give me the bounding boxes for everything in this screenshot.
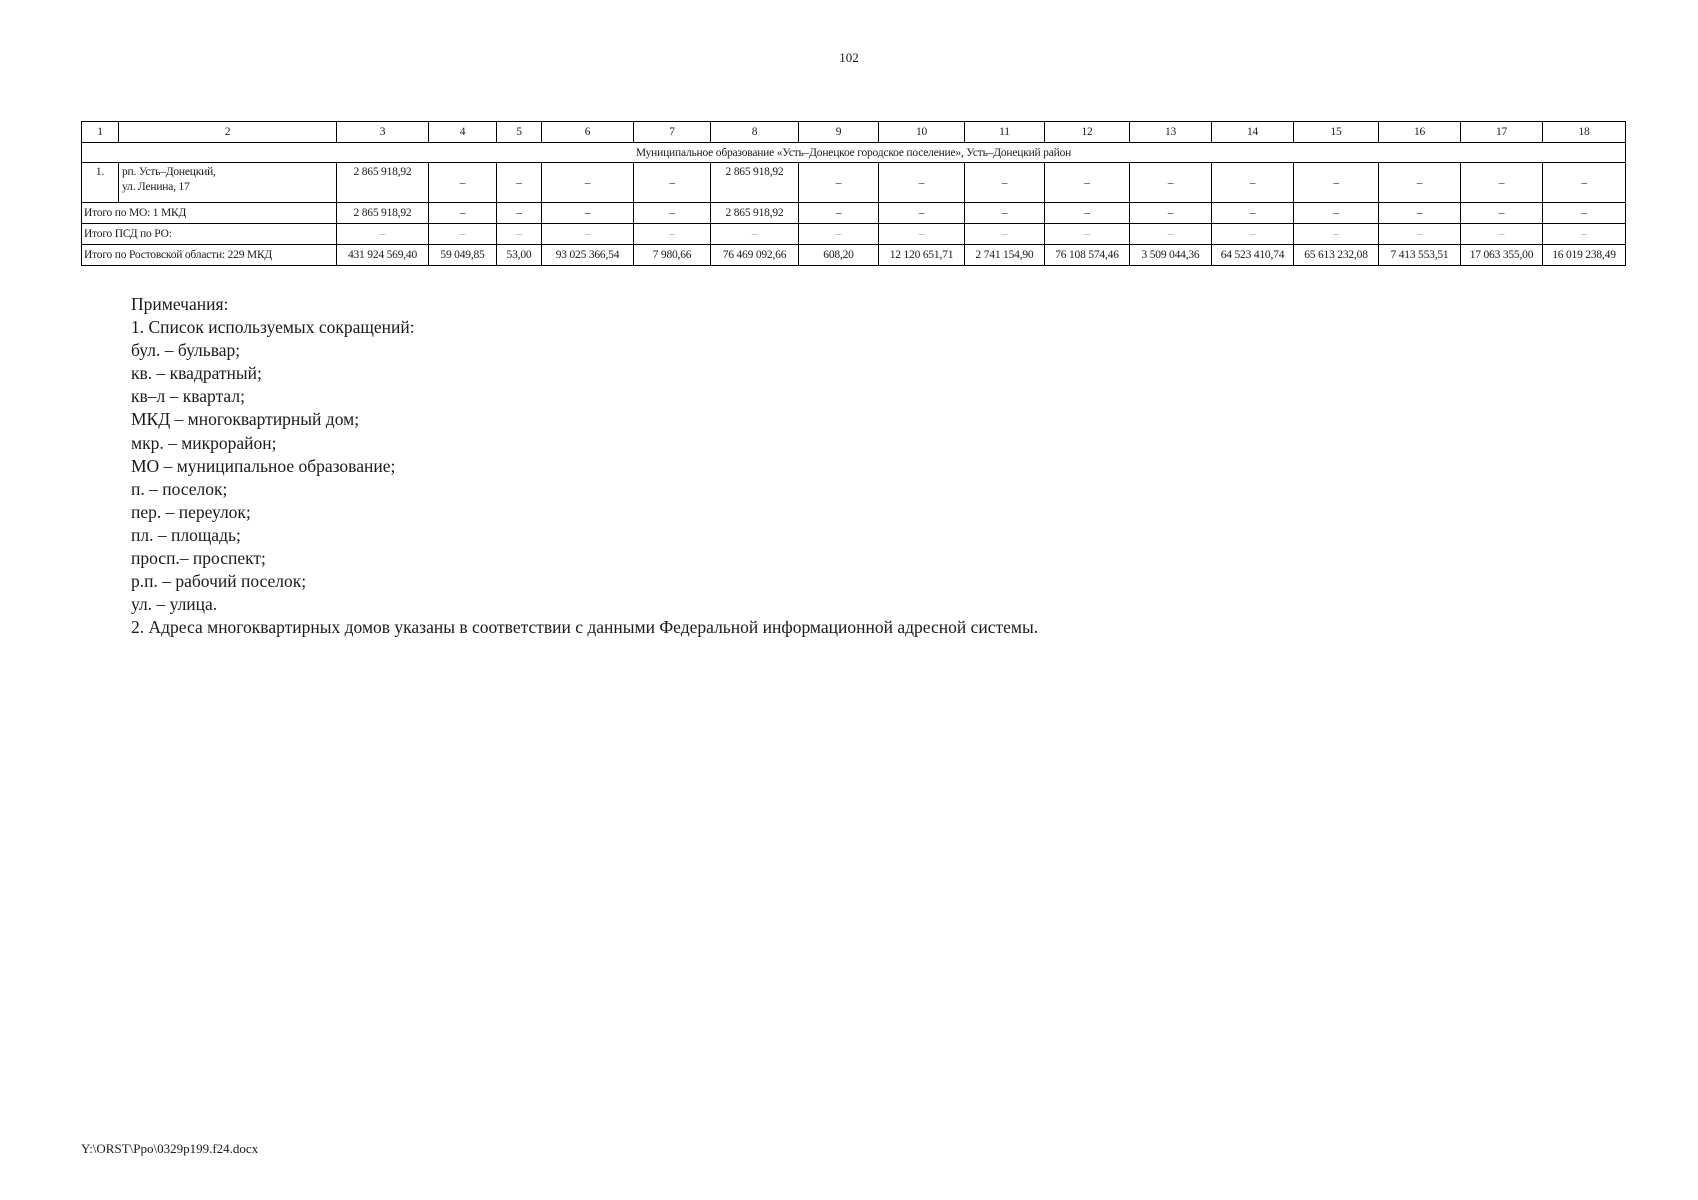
value-cell: – <box>1379 224 1461 245</box>
column-number: 17 <box>1461 122 1543 143</box>
column-number: 10 <box>879 122 965 143</box>
column-number: 11 <box>965 122 1045 143</box>
total-region-row <box>82 245 1626 266</box>
value-cell: 76 108 574,46 <box>1045 245 1130 266</box>
value-cell: 17 063 355,00 <box>1461 245 1543 266</box>
value-cell: 59 049,85 <box>429 245 497 266</box>
value-cell: – <box>1294 203 1379 224</box>
note-line: ул. – улица. <box>131 594 218 615</box>
column-number: 5 <box>497 122 542 143</box>
value-cell: 7 413 553,51 <box>1379 245 1461 266</box>
value-cell: 76 469 092,66 <box>711 245 799 266</box>
value-cell: – <box>1379 163 1461 203</box>
mo-header: Муниципальное образование «Усть–Донецкое городское поселение», Усть–Донецкий район <box>82 143 1626 163</box>
value-cell: 65 613 232,08 <box>1294 245 1379 266</box>
value-cell: – <box>879 163 965 203</box>
value-cell: – <box>965 203 1045 224</box>
note-line: кв–л – квартал; <box>131 386 245 407</box>
column-number: 13 <box>1130 122 1212 143</box>
column-number: 9 <box>799 122 879 143</box>
value-cell: – <box>879 224 965 245</box>
notes-title: Примечания: <box>131 294 229 314</box>
value-cell: – <box>1294 224 1379 245</box>
value-cell: 3 509 044,36 <box>1130 245 1212 266</box>
value-cell: – <box>1045 203 1130 224</box>
note-line: просп.– проспект; <box>131 548 266 569</box>
value-cell: 608,20 <box>799 245 879 266</box>
value-cell: – <box>965 224 1045 245</box>
column-number: 8 <box>711 122 799 143</box>
value-cell: – <box>497 224 542 245</box>
value-cell: 53,00 <box>497 245 542 266</box>
address-cell <box>119 163 337 203</box>
value-cell: – <box>1212 203 1294 224</box>
note-line: р.п. – рабочий поселок; <box>131 571 307 592</box>
value-cell: 12 120 651,71 <box>879 245 965 266</box>
note-line: 1. Список используемых сокращений: <box>131 317 415 338</box>
note-line: пл. – площадь; <box>131 524 241 545</box>
value-cell: 93 025 366,54 <box>542 245 634 266</box>
value-cell: – <box>1543 163 1626 203</box>
value-cell: – <box>879 203 965 224</box>
column-number: 6 <box>542 122 634 143</box>
value-cell: 16 019 238,49 <box>1543 245 1626 266</box>
value-cell: – <box>429 224 497 245</box>
total-psd-row <box>82 224 1626 245</box>
value-cell: – <box>965 163 1045 203</box>
value-cell: – <box>1130 203 1212 224</box>
column-number: 16 <box>1379 122 1461 143</box>
note-line: 2. Адреса многоквартирных домов указаны в соответствии с данными Федеральной информационной адресной системы. <box>131 617 1039 638</box>
file-path-footer: Y:\ORST\Ppo\0329p199.f24.docx <box>81 1141 259 1156</box>
value-cell: – <box>1045 163 1130 203</box>
page-number: 102 <box>839 50 859 65</box>
column-number: 4 <box>429 122 497 143</box>
notes-section <box>131 293 1038 639</box>
value-cell: 7 980,66 <box>634 245 711 266</box>
value-cell: – <box>711 224 799 245</box>
value-cell: – <box>634 203 711 224</box>
column-number: 3 <box>337 122 429 143</box>
row-label: Итого по МО: 1 МКД <box>82 203 337 224</box>
value-cell: 2 865 918,92 <box>337 163 429 203</box>
value-cell: – <box>634 224 711 245</box>
column-number: 18 <box>1543 122 1626 143</box>
note-line: мкр. – микрорайон; <box>131 432 277 453</box>
address-line: ул. Ленина, 17 <box>122 181 190 193</box>
row-number: 1. <box>82 163 119 203</box>
value-cell: – <box>1543 203 1626 224</box>
value-cell: – <box>429 203 497 224</box>
column-number: 2 <box>119 122 337 143</box>
value-cell: 431 924 569,40 <box>337 245 429 266</box>
column-number: 12 <box>1045 122 1130 143</box>
value-cell: – <box>799 203 879 224</box>
value-cell: 2 865 918,92 <box>337 203 429 224</box>
mo-header-row <box>82 143 1626 163</box>
value-cell: – <box>542 163 634 203</box>
value-cell: – <box>634 163 711 203</box>
table-row <box>82 163 1626 203</box>
column-number: 15 <box>1294 122 1379 143</box>
value-cell: – <box>1130 163 1212 203</box>
note-line: кв. – квадратный; <box>131 363 262 384</box>
note-line: МО – муниципальное образование; <box>131 455 396 476</box>
row-label: Итого по Ростовской области: 229 МКД <box>82 245 337 266</box>
value-cell: – <box>497 163 542 203</box>
value-cell: – <box>1212 224 1294 245</box>
column-number: 1 <box>82 122 119 143</box>
column-number: 14 <box>1212 122 1294 143</box>
value-cell: – <box>799 224 879 245</box>
note-line: МКД – многоквартирный дом; <box>131 409 360 430</box>
value-cell: – <box>1461 163 1543 203</box>
value-cell: 64 523 410,74 <box>1212 245 1294 266</box>
value-cell: – <box>1461 203 1543 224</box>
value-cell: 2 865 918,92 <box>711 163 799 203</box>
address-line: рп. Усть–Донецкий, <box>122 166 216 178</box>
value-cell: – <box>429 163 497 203</box>
value-cell: – <box>799 163 879 203</box>
note-line: пер. – переулок; <box>131 501 251 522</box>
value-cell: – <box>542 224 634 245</box>
note-line: бул. – бульвар; <box>131 340 241 361</box>
value-cell: – <box>1294 163 1379 203</box>
value-cell: – <box>1045 224 1130 245</box>
note-line: п. – поселок; <box>131 478 228 499</box>
value-cell: – <box>337 224 429 245</box>
column-number-row <box>82 122 1626 143</box>
value-cell: – <box>1543 224 1626 245</box>
value-cell: – <box>1212 163 1294 203</box>
total-mo-row <box>82 203 1626 224</box>
value-cell: – <box>1461 224 1543 245</box>
value-cell: – <box>497 203 542 224</box>
value-cell: 2 741 154,90 <box>965 245 1045 266</box>
row-label: Итого ПСД по РО: <box>82 224 337 245</box>
value-cell: – <box>542 203 634 224</box>
data-table <box>81 121 1626 266</box>
column-number: 7 <box>634 122 711 143</box>
value-cell: – <box>1130 224 1212 245</box>
value-cell: 2 865 918,92 <box>711 203 799 224</box>
value-cell: – <box>1379 203 1461 224</box>
